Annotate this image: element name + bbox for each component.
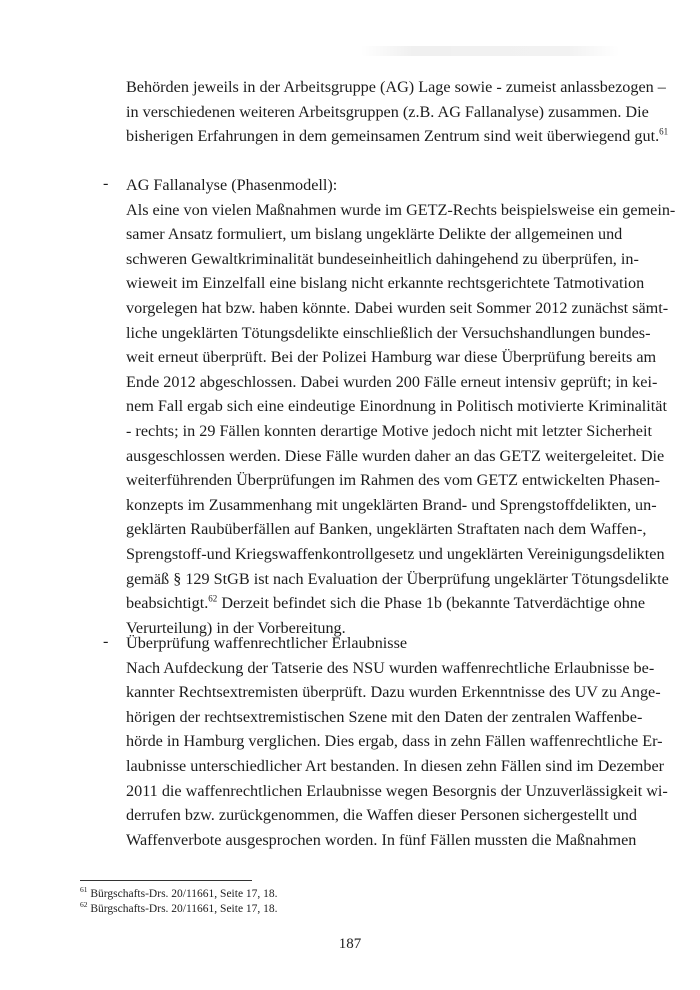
text-line: derrufen bzw. zurückgenommen, die Waffen dieser Personen sichergestellt und — [126, 806, 637, 825]
text-line: 2011 die waffenrechtlichen Erlaubnisse wegen Besorgnis der Unzuverlässigkeit wi- — [126, 781, 668, 800]
text-line-start: beabsichtigt. — [126, 594, 209, 613]
text-line: nem Fall ergab sich eine eindeutige Einordnung in Politisch motivierte Kriminalität — [126, 397, 667, 416]
text-line: weit erneut überprüft. Bei der Polizei Hamburg war diese Überprüfung bereits am — [126, 348, 657, 367]
text-line: kannter Rechtsextremisten überprüft. Dazu wurden Erkenntnisse des UV zu Ange- — [126, 683, 661, 702]
text-line: in verschiedenen weiteren Arbeitsgruppen (z.B. AG Fallanalyse) zusammen. Die — [126, 102, 649, 121]
bullet-dash: - — [103, 632, 109, 650]
text-line — [126, 124, 669, 149]
footnote-62 — [80, 902, 278, 917]
text-line: Ende 2012 abgeschlossen. Dabei wurden 200 Fälle erneut intensiv geprüft; in kei- — [126, 372, 658, 391]
footnote-number: 62 — [80, 900, 88, 910]
text-line: gemäß § 129 StGB ist nach Evaluation der Überprüfung ungeklärter Tötungsdelikte — [126, 569, 669, 588]
footnote-ref-61[interactable]: 61 — [659, 126, 669, 137]
scan-header-artifact — [360, 46, 620, 56]
text-line: ausgeschlossen werden. Diese Fälle wurden daher an das GETZ weitergeleitet. Die — [126, 446, 665, 465]
text-line: Sprengstoff-und Kriegswaffenkontrollgesetz und ungeklärten Vereinigungsdelikten — [126, 544, 665, 563]
text-line: Nach Aufdeckung der Tatserie des NSU wurden waffenrechtliche Erlaubnisse be- — [126, 658, 655, 677]
section-waffen — [126, 631, 668, 852]
section-heading: Überprüfung waffenrechtlicher Erlaubnisse — [126, 634, 408, 652]
text-line: vorgelegen hat bzw. haben könnte. Dabei wurden seit Sommer 2012 zunächst sämt- — [126, 298, 669, 317]
footnote-text: Bürgschafts-Drs. 20/11661, Seite 17, 18. — [87, 903, 278, 915]
text-line-end: Derzeit befindet sich die Phase 1b (bekannte Tatverdächtige ohne — [217, 594, 646, 613]
footnote-separator — [80, 880, 252, 881]
text-line: geklärten Raubüberfällen auf Banken, ungeklärten Straftaten nach dem Waffen-, — [126, 520, 647, 539]
text-line: Waffenverbote ausgesprochen worden. In fünf Fällen mussten die Maßnahmen — [126, 830, 637, 849]
text-line-content: bisherigen Erfahrungen in dem gemeinsamen Zentrum sind weit überwiegend gut. — [126, 127, 660, 146]
text-line: schweren Gewaltkriminalität bundeseinheitlich dahingehend zu überprüfen, in- — [126, 249, 639, 268]
text-line: Verurteilung) in der Vorbereitung. — [126, 618, 346, 637]
text-line: Behörden jeweils in der Arbeitsgruppe (AG) Lage sowie - zumeist anlassbezogen – — [126, 78, 666, 96]
text-line: laubnisse unterschiedlicher Art bestanden. In diesen zehn Fällen sind im Dezember — [126, 756, 665, 775]
text-line: wieweit im Einzelfall eine bislang nicht erkannte rechtsgerichtete Tatmotivation — [126, 274, 645, 293]
text-line: - rechts; in 29 Fällen konnten derartige Motive jedoch nicht mit letzter Sicherheit — [126, 421, 652, 440]
text-line: hörigen der rechtsextremistischen Szene mit den Daten der zentralen Waffenbe- — [126, 707, 643, 726]
text-line: samer Ansatz formuliert, um bislang ungeklärte Delikte der allgemeinen und — [126, 225, 623, 244]
text-line: konzepts im Zusammenhang mit ungeklärten Brand- und Sprengstoffdelikten, un- — [126, 495, 657, 514]
page-number: 187 — [338, 936, 362, 952]
text-line: hörde in Hamburg verglichen. Dies ergab, dass in zehn Fällen waffenrechtliche Er- — [126, 732, 663, 751]
bullet-dash: - — [103, 174, 109, 192]
footnotes — [80, 887, 278, 917]
text-line: Als eine von vielen Maßnahmen wurde im GETZ-Rechts beispielsweise ein gemein- — [126, 200, 676, 219]
text-line: liche ungeklärten Tötungsdelikte einschließlich der Versuchshandlungen bundes- — [126, 323, 651, 342]
footnote-ref-62[interactable]: 62 — [208, 593, 218, 604]
text-line: weiterführenden Überprüfungen im Rahmen des vom GETZ entwickelten Phasen- — [126, 471, 661, 490]
section-fallanalyse — [126, 173, 676, 640]
footnote-text: Bürgschafts-Drs. 20/11661, Seite 17, 18. — [87, 888, 278, 900]
section-heading: AG Fallanalyse (Phasenmodell): — [126, 176, 338, 194]
intro-paragraph — [126, 75, 669, 149]
footnote-61 — [80, 887, 278, 902]
text-line — [126, 591, 646, 616]
footnote-number: 61 — [80, 885, 88, 895]
